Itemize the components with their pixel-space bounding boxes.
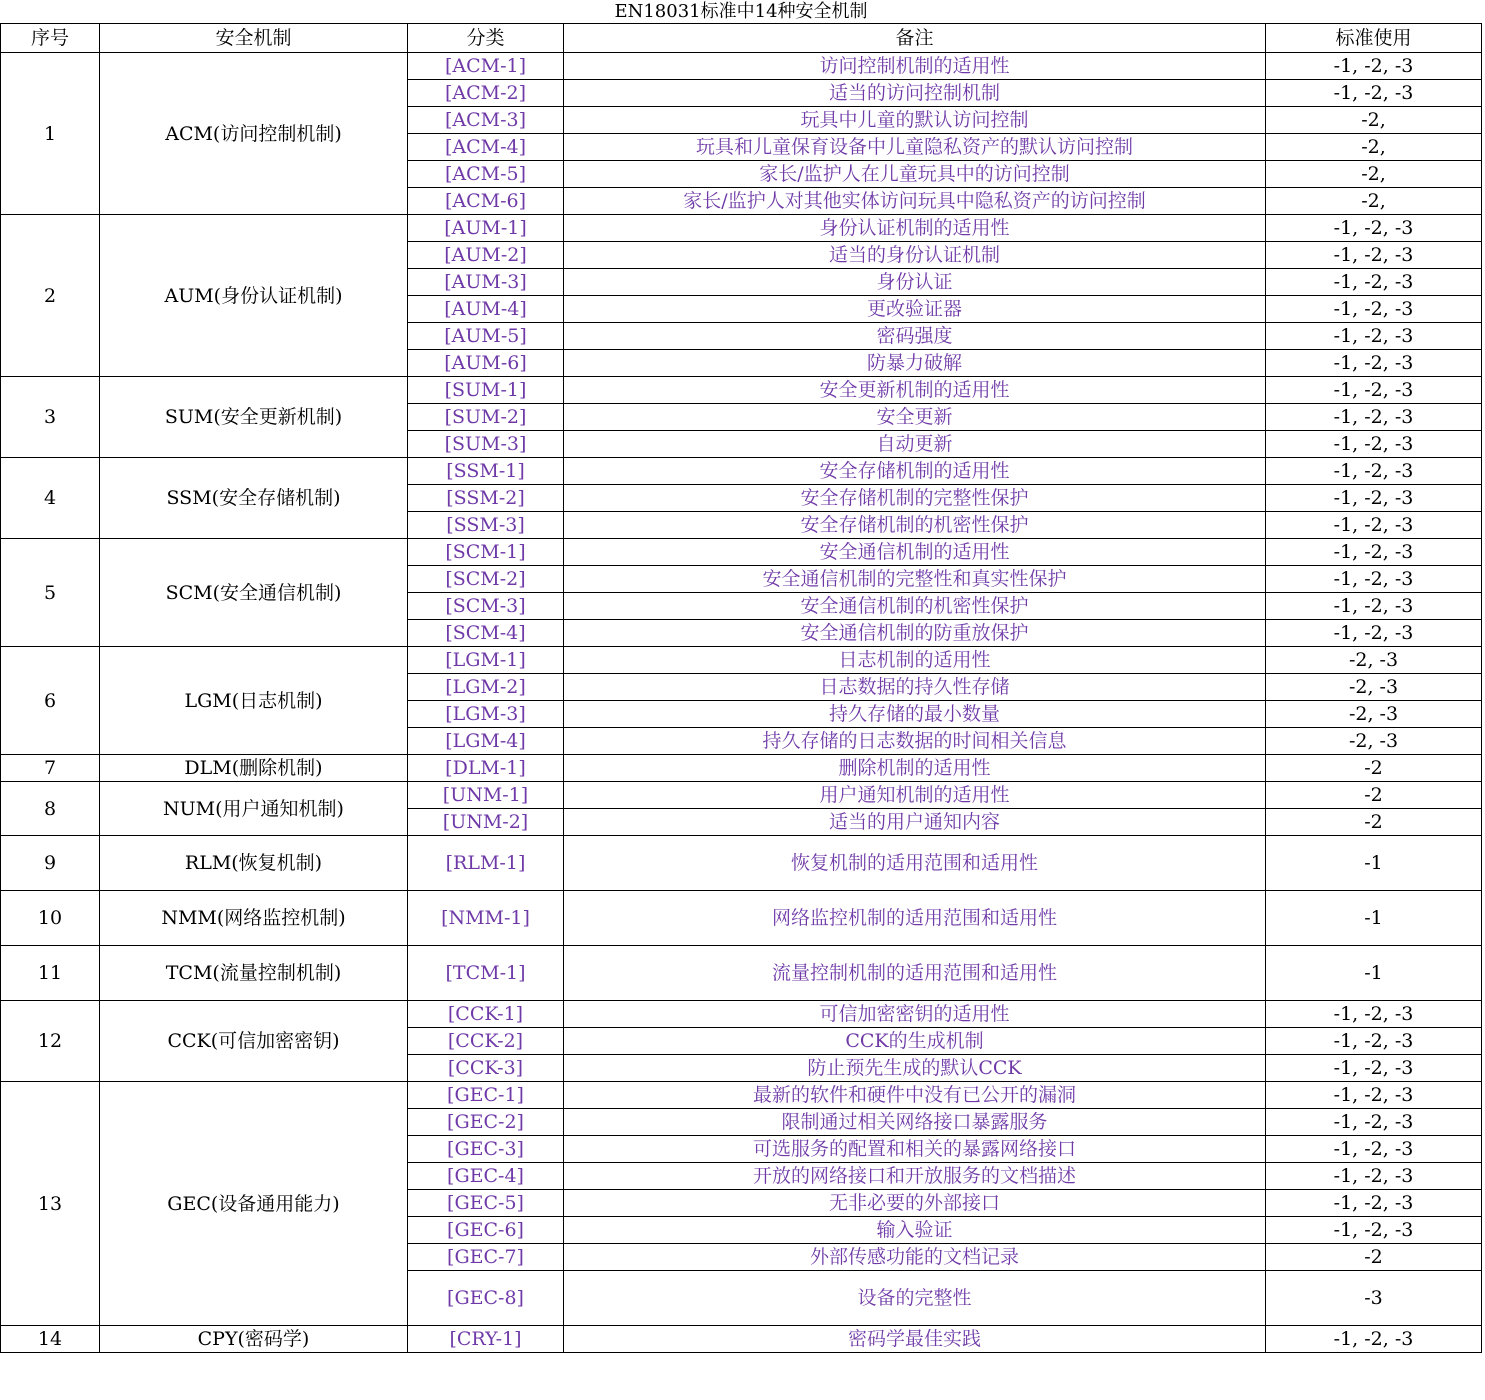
remark-text: 可选服务的配置和相关的暴露网络接口 — [564, 1136, 1266, 1163]
standard-usage: -1, -2, -3 — [1266, 1028, 1482, 1055]
remark-text: 开放的网络接口和开放服务的文档描述 — [564, 1163, 1266, 1190]
mechanism-name: TCM(流量控制机制) — [100, 946, 408, 1001]
remark-text: 安全存储机制的完整性保护 — [564, 485, 1266, 512]
standard-usage: -1, -2, -3 — [1266, 404, 1482, 431]
standard-usage: -1, -2, -3 — [1266, 539, 1482, 566]
category-code: [LGM-2] — [408, 674, 564, 701]
remark-text: 适当的访问控制机制 — [564, 80, 1266, 107]
standard-usage: -1, -2, -3 — [1266, 323, 1482, 350]
remark-text: 密码学最佳实践 — [564, 1326, 1266, 1353]
category-code: [AUM-3] — [408, 269, 564, 296]
standard-usage: -1, -2, -3 — [1266, 80, 1482, 107]
standard-usage: -2, — [1266, 134, 1482, 161]
remark-text: 限制通过相关网络接口暴露服务 — [564, 1109, 1266, 1136]
remark-text: 适当的身份认证机制 — [564, 242, 1266, 269]
remark-text: 安全存储机制的机密性保护 — [564, 512, 1266, 539]
remark-text: 安全更新机制的适用性 — [564, 377, 1266, 404]
remark-text: 防止预先生成的默认CCK — [564, 1055, 1266, 1082]
remark-text: 最新的软件和硬件中没有已公开的漏洞 — [564, 1082, 1266, 1109]
table-row — [1, 1082, 1482, 1109]
standard-usage: -1 — [1266, 891, 1482, 946]
standard-usage: -1, -2, -3 — [1266, 620, 1482, 647]
standard-usage: -2 — [1266, 809, 1482, 836]
remark-text: 日志机制的适用性 — [564, 647, 1266, 674]
remark-text: CCK的生成机制 — [564, 1028, 1266, 1055]
mechanism-name: ACM(访问控制机制) — [100, 53, 408, 215]
remark-text: 安全通信机制的防重放保护 — [564, 620, 1266, 647]
standard-usage: -1, -2, -3 — [1266, 350, 1482, 377]
category-code: [CCK-3] — [408, 1055, 564, 1082]
category-code: [SCM-3] — [408, 593, 564, 620]
remark-text: 防暴力破解 — [564, 350, 1266, 377]
standard-usage: -1, -2, -3 — [1266, 1163, 1482, 1190]
group-number: 3 — [1, 377, 100, 458]
category-code: [GEC-5] — [408, 1190, 564, 1217]
category-code: [GEC-2] — [408, 1109, 564, 1136]
standard-usage: -1, -2, -3 — [1266, 1055, 1482, 1082]
category-code: [SSM-3] — [408, 512, 564, 539]
table-row — [1, 458, 1482, 485]
remark-text: 输入验证 — [564, 1217, 1266, 1244]
category-code: [AUM-2] — [408, 242, 564, 269]
standard-usage: -1, -2, -3 — [1266, 377, 1482, 404]
group-number: 1 — [1, 53, 100, 215]
remark-text: 安全通信机制的机密性保护 — [564, 593, 1266, 620]
mechanism-name: RLM(恢复机制) — [100, 836, 408, 891]
remark-text: 自动更新 — [564, 431, 1266, 458]
group-number: 8 — [1, 782, 100, 836]
standard-usage: -2, -3 — [1266, 647, 1482, 674]
table-row — [1, 891, 1482, 946]
remark-text: 无非必要的外部接口 — [564, 1190, 1266, 1217]
category-code: [SSM-1] — [408, 458, 564, 485]
remark-text: 日志数据的持久性存储 — [564, 674, 1266, 701]
table-row — [1, 755, 1482, 782]
category-code: [SCM-1] — [408, 539, 564, 566]
mechanism-name: CCK(可信加密密钥) — [100, 1001, 408, 1082]
standard-usage: -1, -2, -3 — [1266, 431, 1482, 458]
remark-text: 安全存储机制的适用性 — [564, 458, 1266, 485]
mechanism-name: SSM(安全存储机制) — [100, 458, 408, 539]
standard-usage: -2, — [1266, 188, 1482, 215]
category-code: [LGM-3] — [408, 701, 564, 728]
standard-usage: -2, -3 — [1266, 728, 1482, 755]
standard-usage: -2 — [1266, 782, 1482, 809]
mechanism-name: NMM(网络监控机制) — [100, 891, 408, 946]
remark-text: 安全更新 — [564, 404, 1266, 431]
category-code: [ACM-3] — [408, 107, 564, 134]
category-code: [DLM-1] — [408, 755, 564, 782]
group-number: 4 — [1, 458, 100, 539]
category-code: [CRY-1] — [408, 1326, 564, 1353]
remark-text: 外部传感功能的文档记录 — [564, 1244, 1266, 1271]
category-code: [GEC-8] — [408, 1271, 564, 1326]
remark-text: 持久存储的日志数据的时间相关信息 — [564, 728, 1266, 755]
category-code: [SUM-3] — [408, 431, 564, 458]
table-body — [1, 53, 1482, 1353]
standard-usage: -1, -2, -3 — [1266, 215, 1482, 242]
standard-usage: -1, -2, -3 — [1266, 1190, 1482, 1217]
remark-text: 家长/监护人在儿童玩具中的访问控制 — [564, 161, 1266, 188]
group-number: 13 — [1, 1082, 100, 1326]
mechanism-name: SCM(安全通信机制) — [100, 539, 408, 647]
standard-usage: -3 — [1266, 1271, 1482, 1326]
group-number: 5 — [1, 539, 100, 647]
mechanism-name: DLM(删除机制) — [100, 755, 408, 782]
category-code: [CCK-1] — [408, 1001, 564, 1028]
mechanism-name: NUM(用户通知机制) — [100, 782, 408, 836]
group-number: 7 — [1, 755, 100, 782]
standard-usage: -2, -3 — [1266, 701, 1482, 728]
remark-text: 安全通信机制的适用性 — [564, 539, 1266, 566]
remark-text: 网络监控机制的适用范围和适用性 — [564, 891, 1266, 946]
group-number: 12 — [1, 1001, 100, 1082]
group-number: 2 — [1, 215, 100, 377]
mechanism-name: AUM(身份认证机制) — [100, 215, 408, 377]
category-code: [NMM-1] — [408, 891, 564, 946]
category-code: [CCK-2] — [408, 1028, 564, 1055]
category-code: [SCM-2] — [408, 566, 564, 593]
remark-text: 家长/监护人对其他实体访问玩具中隐私资产的访问控制 — [564, 188, 1266, 215]
standard-usage: -1, -2, -3 — [1266, 1001, 1482, 1028]
standard-usage: -1, -2, -3 — [1266, 593, 1482, 620]
standard-usage: -1, -2, -3 — [1266, 242, 1482, 269]
category-code: [AUM-4] — [408, 296, 564, 323]
table-row — [1, 1326, 1482, 1353]
standard-usage: -1, -2, -3 — [1266, 566, 1482, 593]
remark-text: 用户通知机制的适用性 — [564, 782, 1266, 809]
group-number: 9 — [1, 836, 100, 891]
category-code: [SSM-2] — [408, 485, 564, 512]
remark-text: 恢复机制的适用范围和适用性 — [564, 836, 1266, 891]
table-title: EN18031标准中14种安全机制 — [614, 0, 868, 22]
remark-text: 身份认证 — [564, 269, 1266, 296]
standard-usage: -1 — [1266, 946, 1482, 1001]
category-code: [SUM-2] — [408, 404, 564, 431]
standard-usage: -1, -2, -3 — [1266, 269, 1482, 296]
group-number: 10 — [1, 891, 100, 946]
remark-text: 设备的完整性 — [564, 1271, 1266, 1326]
standard-usage: -2 — [1266, 1244, 1482, 1271]
category-code: [GEC-7] — [408, 1244, 564, 1271]
category-code: [AUM-5] — [408, 323, 564, 350]
category-code: [GEC-3] — [408, 1136, 564, 1163]
standard-usage: -1, -2, -3 — [1266, 296, 1482, 323]
standard-usage: -2 — [1266, 755, 1482, 782]
category-code: [LGM-4] — [408, 728, 564, 755]
header-row — [1, 24, 1482, 53]
category-code: [AUM-1] — [408, 215, 564, 242]
category-code: [LGM-1] — [408, 647, 564, 674]
header-standard-usage: 标准使用 — [1266, 24, 1482, 53]
category-code: [SCM-4] — [408, 620, 564, 647]
category-code: [ACM-5] — [408, 161, 564, 188]
group-number: 6 — [1, 647, 100, 755]
standard-usage: -1, -2, -3 — [1266, 1136, 1482, 1163]
standard-usage: -2, — [1266, 107, 1482, 134]
mechanism-name: LGM(日志机制) — [100, 647, 408, 755]
remark-text: 安全通信机制的完整性和真实性保护 — [564, 566, 1266, 593]
header-no: 序号 — [1, 24, 100, 53]
category-code: [ACM-4] — [408, 134, 564, 161]
remark-text: 玩具和儿童保育设备中儿童隐私资产的默认访问控制 — [564, 134, 1266, 161]
standard-usage: -1, -2, -3 — [1266, 1217, 1482, 1244]
remark-text: 身份认证机制的适用性 — [564, 215, 1266, 242]
table-row — [1, 1001, 1482, 1028]
standard-usage: -1, -2, -3 — [1266, 1109, 1482, 1136]
standard-usage: -1, -2, -3 — [1266, 1082, 1482, 1109]
standard-usage: -1, -2, -3 — [1266, 512, 1482, 539]
remark-text: 持久存储的最小数量 — [564, 701, 1266, 728]
category-code: [GEC-6] — [408, 1217, 564, 1244]
standard-usage: -1, -2, -3 — [1266, 53, 1482, 80]
remark-text: 流量控制机制的适用范围和适用性 — [564, 946, 1266, 1001]
table-row — [1, 782, 1482, 809]
table-row — [1, 946, 1482, 1001]
category-code: [TCM-1] — [408, 946, 564, 1001]
standard-usage: -2, — [1266, 161, 1482, 188]
remark-text: 更改验证器 — [564, 296, 1266, 323]
remark-text: 访问控制机制的适用性 — [564, 53, 1266, 80]
category-code: [ACM-6] — [408, 188, 564, 215]
group-number: 14 — [1, 1326, 100, 1353]
table-row — [1, 836, 1482, 891]
remark-text: 玩具中儿童的默认访问控制 — [564, 107, 1266, 134]
standard-usage: -1, -2, -3 — [1266, 458, 1482, 485]
mechanism-name: CPY(密码学) — [100, 1326, 408, 1353]
header-mechanism: 安全机制 — [100, 24, 408, 53]
category-code: [SUM-1] — [408, 377, 564, 404]
category-code: [GEC-1] — [408, 1082, 564, 1109]
remark-text: 可信加密密钥的适用性 — [564, 1001, 1266, 1028]
category-code: [ACM-1] — [408, 53, 564, 80]
header-remarks: 备注 — [564, 24, 1266, 53]
table-row — [1, 647, 1482, 674]
category-code: [RLM-1] — [408, 836, 564, 891]
remark-text: 密码强度 — [564, 323, 1266, 350]
category-code: [UNM-1] — [408, 782, 564, 809]
remark-text: 删除机制的适用性 — [564, 755, 1266, 782]
remark-text: 适当的用户通知内容 — [564, 809, 1266, 836]
category-code: [UNM-2] — [408, 809, 564, 836]
standard-usage: -2, -3 — [1266, 674, 1482, 701]
category-code: [ACM-2] — [408, 80, 564, 107]
standard-usage: -1 — [1266, 836, 1482, 891]
mechanism-name: SUM(安全更新机制) — [100, 377, 408, 458]
table-row — [1, 215, 1482, 242]
header-category: 分类 — [408, 24, 564, 53]
category-code: [AUM-6] — [408, 350, 564, 377]
table-row — [1, 539, 1482, 566]
table-row — [1, 53, 1482, 80]
category-code: [GEC-4] — [408, 1163, 564, 1190]
mechanism-name: GEC(设备通用能力) — [100, 1082, 408, 1326]
group-number: 11 — [1, 946, 100, 1001]
table-row — [1, 377, 1482, 404]
standard-usage: -1, -2, -3 — [1266, 1326, 1482, 1353]
standard-usage: -1, -2, -3 — [1266, 485, 1482, 512]
